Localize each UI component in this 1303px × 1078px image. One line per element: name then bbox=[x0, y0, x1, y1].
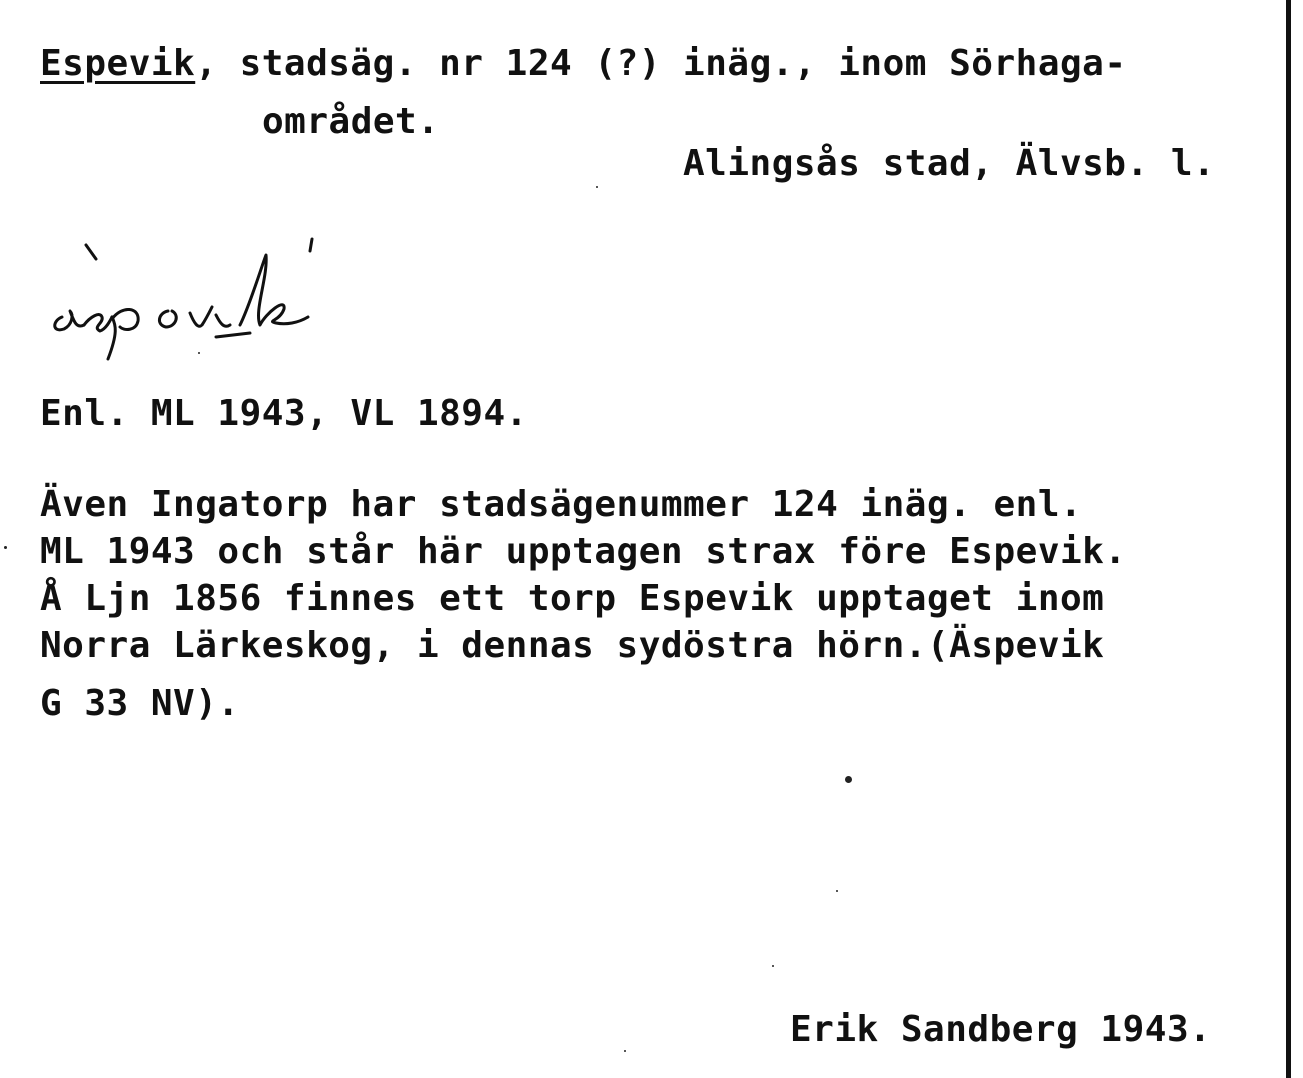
ink-speck bbox=[624, 1050, 626, 1052]
ink-speck bbox=[836, 890, 838, 892]
paragraph-line-2: ML 1943 och står här upptagen strax före Espevik. bbox=[40, 531, 1127, 572]
handwritten-form bbox=[40, 225, 410, 365]
card-edge-line bbox=[1286, 0, 1291, 1078]
paragraph-line-4: Norra Lärkeskog, i dennas sydöstra hörn.(Äspevik bbox=[40, 625, 1105, 666]
source-line: Enl. ML 1943, VL 1894. bbox=[40, 393, 528, 434]
place-name: Espevik bbox=[40, 43, 196, 84]
header-line-1 bbox=[40, 42, 1127, 86]
ink-speck bbox=[4, 546, 7, 549]
ink-speck bbox=[845, 776, 852, 783]
paragraph-line-1: Även Ingatorp har stadsägenummer 124 inäg. enl. bbox=[40, 484, 1083, 525]
ink-speck bbox=[772, 965, 774, 967]
location-line: Alingsås stad, Älvsb. l. bbox=[683, 143, 1216, 184]
paragraph-line-3: Å Ljn 1856 finnes ett torp Espevik upptaget inom bbox=[40, 578, 1105, 619]
signature-line: Erik Sandberg 1943. bbox=[790, 1009, 1212, 1050]
ink-speck bbox=[596, 186, 598, 188]
ink-speck bbox=[198, 352, 200, 354]
paragraph-line-5: G 33 NV). bbox=[40, 683, 240, 724]
header-line-1-rest: , stadsäg. nr 124 (?) inäg., inom Sörhaga- bbox=[195, 43, 1127, 84]
header-line-2: området. bbox=[262, 101, 440, 142]
